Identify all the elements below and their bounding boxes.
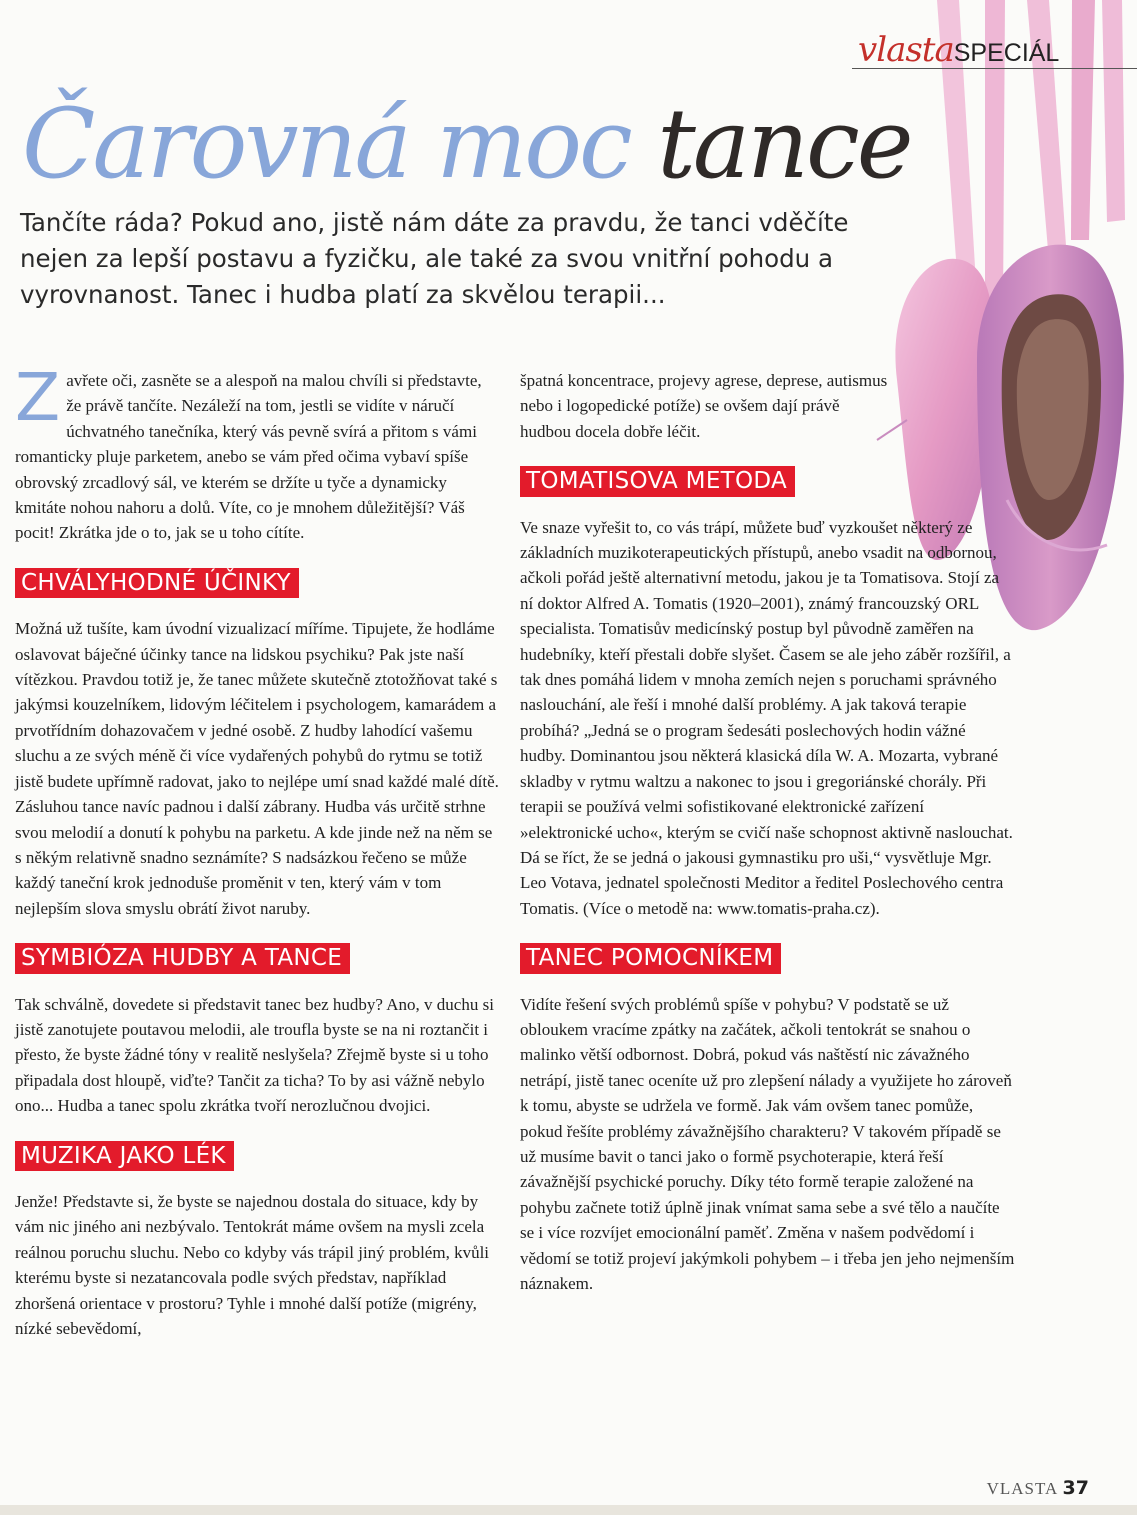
section-heading: TOMATISOVA METODA [520, 466, 795, 496]
page-footer [987, 1477, 1089, 1499]
drop-cap: Z [15, 359, 61, 436]
title-part-2: tance [657, 88, 911, 200]
section-text: Možná už tušíte, kam úvodní vizualizací míříme. Tipujete, že hodláme oslavovat báječné účinky tance na lidskou psychiku? Pak jste naší vítězkou. Pravdou totiž je, že tanec můžete skutečně ztotožňovat také s jakýmsi kouzelníkem, lidovým léčitelem i psychologem, kamarádem a prvotřídním dohazovačem v jedné osobě. Z hudby lahodící vašemu sluchu a ze svých méně či více vydařených pohybů do rytmu se totiž jistě budete upřímně radovat, jako to nejlépe umí snad každé malé dítě. Zásluhou tance navíc padnou i další zábrany. Hudba vás určitě strhne svou melodií a donutí k pohybu na parketu. A kde jinde než na něm se s někým relativně snadno seznámíte? S nadsázkou řečeno se může každý taneční krok jednoduše proměnit v ten, který vám v tom nejlepším slova smyslu obrátí život naruby. [15, 619, 499, 918]
column-right [520, 368, 1015, 1296]
section-header [858, 30, 1059, 70]
section-heading: CHVÁLYHODNÉ ÚČINKY [15, 568, 299, 598]
page-number: 37 [1062, 1477, 1089, 1499]
bottom-edge [0, 1505, 1137, 1515]
section-label: SPECIÁL [953, 39, 1060, 67]
section-text: Jenže! Představte si, že byste se najednou dostala do situace, kdy by vám nic jiného ani nezbývalo. Tentokrát máme ovšem na mysli zcela reálnou poruchu sluchu. Nebo co kdyby vás trápil jiný problém, kvůli kterému byste si nezatancovala podle svých představ, například zhoršená orientace v prostoru? Tyhle i mnohé další potíže (migrény, nízké sebevědomí, [15, 1191, 490, 1338]
lead-paragraph: Tančíte ráda? Pokud ano, jistě nám dáte za pravdu, že tanci vděčíte nejen za lepší postavu a fyzičku, ale také za svou vnitřní pohodu a vyrovnanost. Tanec i hudba platí za skvělou terapii... [20, 208, 849, 309]
section-heading: TANEC POMOCNÍKEM [520, 943, 781, 973]
continuation-paragraph: špatná koncentrace, projevy agrese, deprese, autismus nebo i logopedické potíže) se ovšem dají právě hudbou docela dobře léčit. [520, 371, 888, 441]
section-text: Vidíte řešení svých problémů spíše v pohybu? V podstatě se už obloukem vracíme zpátky na začátek, ačkoli tentokrát se snahou o malinko větší odbornost. Dobrá, pokud vás naštěstí nic závažného netrápí, jistě tanec oceníte už pro zlepšení nálady a využijete ho zároveň k tomu, abyste se udržela ve formě. Jak vám ovšem tanec pomůže, pokud řešíte problémy závažnějšího charakteru? V takovém případě se už musíme bavit o tanci jako o formě psychoterapie, která řeší závažnější psychické poruchy. Díky této formě terapie založené na pohybu začnete totiž úplně jinak vnímat sama sebe a své tělo a naučíte se i více rozvíjet emocionální paměť. Změna v našem podvědomí i vědomí se totiž projeví jakýmkoli pohybem – i třeba jen jeho nejmenším náznakem. [520, 994, 1015, 1293]
section-heading: SYMBIÓZA HUDBY A TANCE [15, 943, 350, 973]
title-part-1: Čarovná moc [22, 88, 630, 200]
column-left [15, 359, 500, 1341]
intro-text: avřete oči, zasněte se a alespoň na malou chvíli si představte, že právě tančíte. Nezáleží na tom, jestli se vidíte v náručí úchvatného tanečníka, který vás pevně svírá a přitom s vámi romanticky pluje parketem, anebo se vám před očima vybaví spíše obrovský zrcadlový sál, ve kterém se držíte u tyče a dynamicky kmitáte nohou nahoru a dolů. Víte, co je mnohem důležitější? Váš pocit! Zkrátka jde o to, jak se u toho cítíte. [15, 371, 482, 543]
footer-magazine: VLASTA [986, 1479, 1059, 1498]
magazine-brand: vlasta [858, 30, 954, 70]
section-text: Tak schválně, dovedete si představit tanec bez hudby? Ano, v duchu si jistě zanotujete poutavou melodii, ale troufla byste se na ni roztančit i přesto, že byste žádné tóny v realitě neslyšela? Zřejmě byste si u toho připadala dost hloupě, viďte? Tančit za ticha? To by asi vážně nebylo ono... Hudba a tanec spolu zkrátka tvoří nerozlučnou dvojici. [15, 994, 494, 1116]
section-text: Ve snaze vyřešit to, co vás trápí, můžete buď vyzkoušet některý ze základních muzikoterapeutických přístupů, anebo vsadit na odbornou, ačkoli pořád ještě alternativní metodu, jakou je ta Tomatisova. Stojí za ní doktor Alfred A. Tomatis (1920–2001), známý francouzský ORL specialista. Tomatisův medicínský postup byl původně zaměřen na hudebníky, kteří přestali dobře slyšet. Časem se ale jeho záběr rozšířil, a tak dnes pomáhá lidem v mnoha zemích nejen s poruchami správného naslouchání, ale řeší i mnohé další problémy. A jak taková terapie probíhá? „Jedná se o program šedesáti poslechových hodin vážné hudby. Dominantou jsou některá klasická díla W. A. Mozarta, vybrané skladby v rytmu waltzu a nakonec to jsou i gregoriánské chorály. Při terapii se používá velmi sofistikované elektronické zařízení »elektronické ucho«, kterým se cvičí naše schopnost aktivně naslouchat. Dá se říct, že se jedná o jakousi gymnastiku pro uši,“ vysvětluje Mgr. Leo Votava, jednatel společnosti Meditor a ředitel Poslechového centra Tomatis. (Více o metodě na: www.tomatis-praha.cz). [520, 517, 1013, 918]
article-title [22, 88, 911, 200]
section-heading: MUZIKA JAKO LÉK [15, 1141, 234, 1171]
intro-paragraph [15, 359, 500, 546]
